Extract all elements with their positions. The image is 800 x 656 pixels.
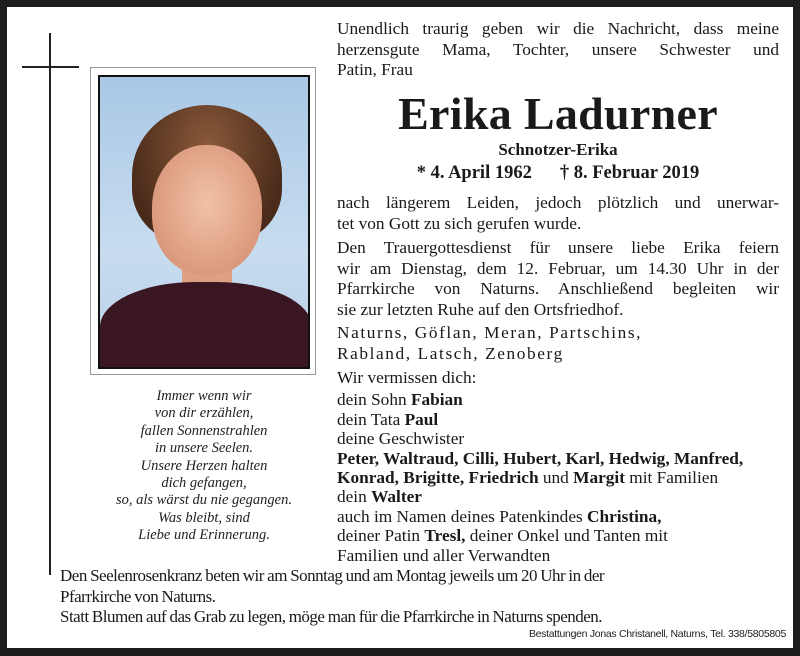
text-line: tet von Gott zu sich gerufen wurde.	[337, 213, 582, 233]
life-dates	[337, 163, 779, 184]
text-line: Pfarrkirche von Naturns. Anschließend begleiten wir	[337, 279, 779, 298]
text-line: Rabland, Latsch, Zenoberg	[337, 343, 564, 363]
intro-text	[337, 19, 779, 81]
poem-line: dich gefangen,	[161, 475, 247, 492]
text-line: Statt Blumen auf das Grab zu legen, möge man für die Pfarrkirche in Naturns spenden.	[60, 607, 603, 626]
nickname: Schnotzer-Erika	[498, 140, 618, 159]
text-line: wir am Dienstag, dem 12. Februar, um 14.30 Uhr in der	[337, 258, 779, 278]
text-line: nach längerem Leiden, jedoch plötzlich und unerwar-	[337, 193, 779, 212]
text-line: Naturns, Göflan, Meran, Partschins,	[337, 323, 643, 342]
text-line: Familien und aller Verwandten	[337, 545, 551, 565]
mourner-dad: dein Tata Paul	[337, 409, 439, 429]
text-line: Den Trauergottesdienst für unsere liebe Erika feiern	[337, 238, 779, 257]
siblings-line: Peter, Waltraud, Cilli, Hubert, Karl, Hedwig, Manfred,	[337, 448, 744, 468]
passing-text	[337, 193, 779, 234]
cross-icon	[49, 33, 51, 575]
portrait-frame	[90, 67, 316, 375]
text-line: Unendlich traurig geben wir die Nachricht, dass meine	[337, 19, 779, 38]
poem-line: von dir erzählen,	[154, 405, 254, 422]
mourner-son: dein Sohn Fabian	[337, 390, 463, 410]
funeral-service-text	[337, 238, 779, 320]
birth-date: * 4. April 1962	[416, 163, 532, 183]
mourners-list	[337, 368, 779, 565]
poem-line: Unsere Herzen halten	[140, 457, 268, 474]
text-line: Pfarrkirche von Naturns.	[60, 586, 216, 606]
poem-line: fallen Sonnenstrahlen	[140, 422, 268, 439]
mourner-partner: dein Walter	[337, 487, 422, 507]
portrait-photo	[98, 75, 310, 369]
cross-icon-bar	[22, 66, 79, 68]
places	[337, 323, 779, 364]
text-line: Den Seelenrosenkranz beten wir am Sonntag und am Montag jeweils um 20 Uhr in der	[60, 566, 605, 585]
mourner-godchild: auch im Namen deines Patenkindes Christina,	[337, 506, 662, 526]
siblings-label: deine Geschwister	[337, 429, 465, 449]
poem-line: Immer wenn wir	[156, 388, 252, 404]
death-date: † 8. Februar 2019	[559, 163, 700, 183]
text-line: Patin, Frau	[337, 60, 413, 79]
poem-line: Was bleibt, sind	[158, 509, 250, 526]
mourner-godmother: deiner Patin Tresl, deiner Onkel und Tanten mit	[337, 526, 668, 546]
funeral-home-credit: Bestattungen Jonas Christanell, Naturns, Tel. 338/5805805	[528, 628, 786, 640]
text-line: herzensgute Mama, Tochter, unsere Schwester und	[337, 39, 779, 59]
poem	[90, 388, 318, 545]
rosary-and-donation-text	[60, 566, 780, 628]
siblings-line: Konrad, Brigitte, Friedrich und Margit mit Familien	[337, 468, 719, 488]
poem-line: in unsere Seelen.	[154, 440, 254, 457]
poem-line: so, als wärst du nie gegangen.	[115, 492, 292, 509]
text-line: sie zur letzten Ruhe auf den Ortsfriedhof.	[337, 299, 624, 319]
mourners-heading: Wir vermissen dich:	[337, 368, 477, 387]
poem-line: Liebe und Erinnerung.	[138, 527, 270, 544]
deceased-name: Erika Ladurner	[398, 88, 718, 139]
